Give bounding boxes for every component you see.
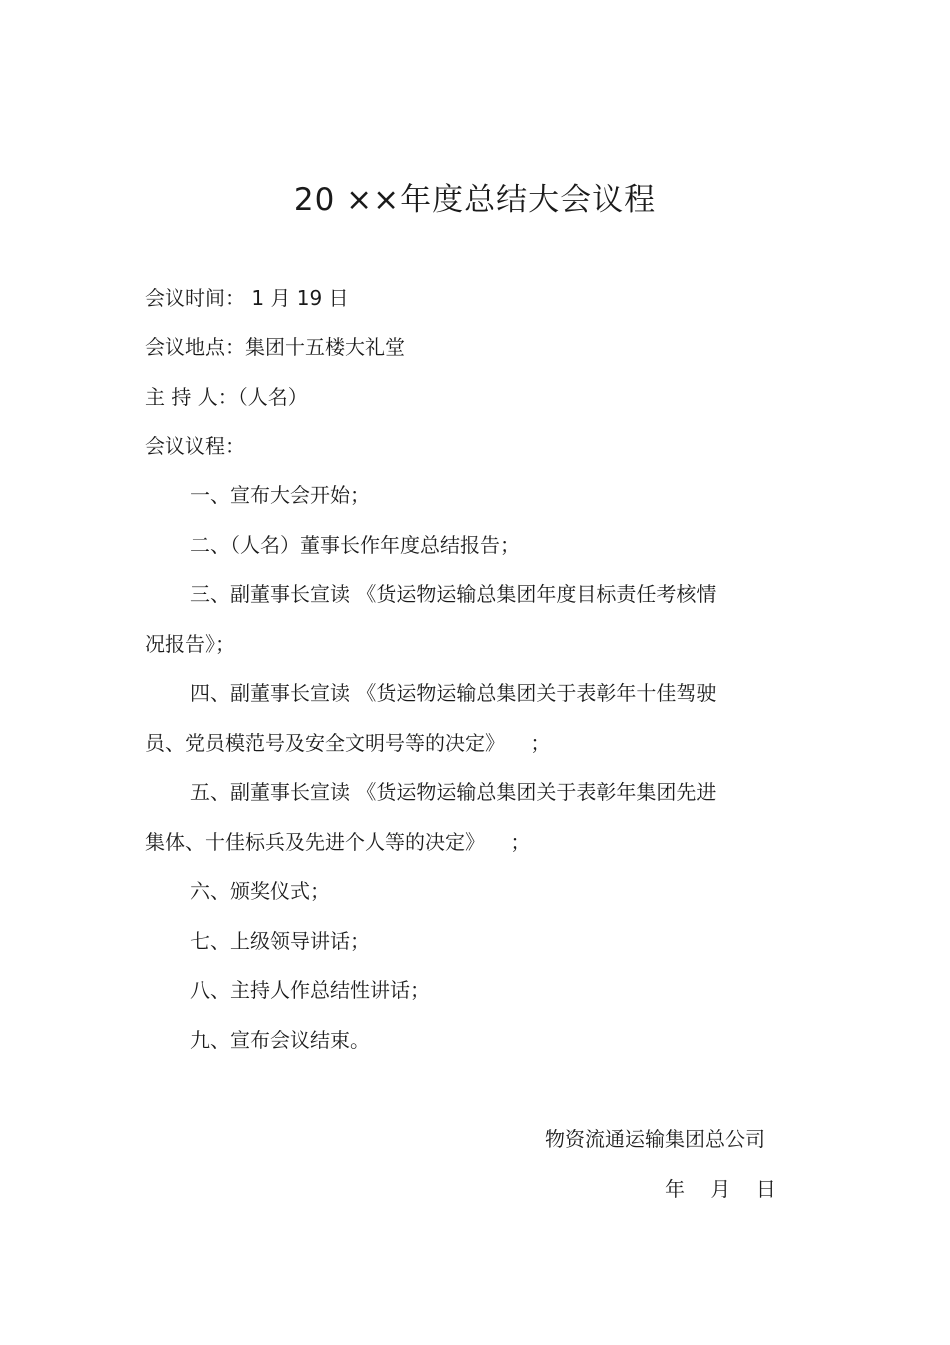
agenda-item-8: 八、主持人作总结性讲话；	[190, 978, 430, 1002]
agenda-item-4-line-2: 员、党员模范号及安全文明号等的决定》 ；	[145, 731, 551, 755]
agenda-item-7: 七、上级领导讲话；	[190, 929, 370, 953]
agenda-item-4-line-1: 四、副董事长宣读 《货运物运输总集团关于表彰年十佳驾驶	[190, 681, 717, 705]
agenda-item-5-line-1: 五、副董事长宣读 《货运物运输总集团关于表彰年集团先进	[190, 780, 717, 804]
signature-date: 年 月 日	[665, 1177, 776, 1201]
agenda-label: 会议议程：	[145, 434, 245, 458]
agenda-item-9: 九、宣布会议结束。	[190, 1028, 370, 1052]
agenda-item-5-line-2: 集体、十佳标兵及先进个人等的决定》 ；	[145, 830, 531, 854]
agenda-item-2: 二、（人名）董事长作年度总结报告；	[190, 533, 520, 557]
meeting-host: 主 持 人：（人名）	[145, 385, 308, 409]
agenda-item-6: 六、颁奖仪式；	[190, 879, 330, 903]
meeting-place: 会议地点：集团十五楼大礼堂	[145, 335, 405, 359]
agenda-item-3-line-2: 况报告》；	[145, 632, 235, 656]
meeting-time: 会议时间： 1 月 19 日	[145, 286, 349, 310]
agenda-item-3-line-1: 三、副董事长宣读 《货运物运输总集团年度目标责任考核情	[190, 582, 717, 606]
document-title: 20 ××年度总结大会议程	[293, 182, 657, 218]
agenda-item-1: 一、宣布大会开始；	[190, 483, 370, 507]
signature-organization: 物资流通运输集团总公司	[545, 1127, 765, 1151]
